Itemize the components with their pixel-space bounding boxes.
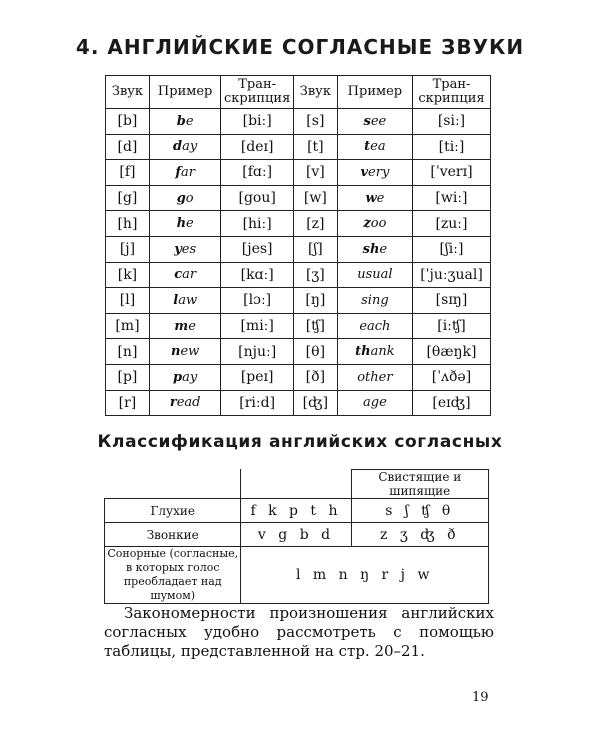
table-row (106, 364, 491, 390)
example-cell (149, 211, 221, 237)
table-row (106, 160, 491, 186)
example-letter-bold: r (169, 395, 177, 411)
example-cell (149, 313, 221, 339)
transcription-cell: [biː] (221, 109, 294, 135)
example-cell (149, 109, 221, 135)
example-letter-bold: f (175, 164, 181, 180)
class-values-sonorant: l m n ŋ r j w (241, 547, 489, 604)
example-cell (149, 339, 221, 365)
sound-cell: [m] (106, 313, 150, 339)
example-cell (149, 236, 221, 262)
example-cell (337, 236, 412, 262)
table-row (106, 185, 491, 211)
example-letter-bold: sh (362, 241, 380, 257)
table-row (106, 313, 491, 339)
table-row (106, 390, 491, 416)
transcription-cell: [zuː] (412, 211, 490, 237)
header-example: Пример (337, 76, 412, 109)
example-letter-bold: th (355, 344, 371, 360)
example-letter-bold: v (360, 164, 369, 180)
transcription-cell: [ˈʌðə] (412, 364, 490, 390)
transcription-cell: [peɪ] (221, 364, 294, 390)
header-transcription: Тран- скрипция (221, 76, 294, 109)
header-transcription: Тран- скрипция (412, 76, 490, 109)
example-letter-rest: ay (182, 139, 198, 155)
example-letter-bold: d (173, 139, 183, 155)
example-letter-rest: ea (370, 139, 386, 155)
section-subtitle: Классификация английских согласных (97, 432, 503, 452)
class-label-voiceless: Глухие (105, 499, 241, 523)
example-letter-rest: ank (370, 344, 395, 360)
body-paragraph: Закономерности произношения английских согласных удобно рассмотреть с помощью таблицы, представленной на стр. 20–21. (104, 604, 494, 660)
class-extra-voiceless: s ʃ ʧ θ (351, 499, 488, 523)
example-letter-bold: n (171, 344, 181, 360)
sound-cell: [ŋ] (293, 288, 337, 314)
table-row (106, 236, 491, 262)
header-hissing: Свистящие и шипящие (351, 470, 488, 499)
example-cell (149, 134, 221, 160)
sound-cell: [z] (293, 211, 337, 237)
sound-cell: [ʃ] (293, 236, 337, 262)
transcription-cell: [wiː] (412, 185, 490, 211)
sound-cell: [ð] (293, 364, 337, 390)
transcription-cell: [riːd] (221, 390, 294, 416)
transcription-cell: [njuː] (221, 339, 294, 365)
table-row (106, 211, 491, 237)
example-cell (337, 109, 412, 135)
example-letter-rest: other (357, 369, 393, 385)
example-cell (337, 262, 412, 288)
sound-cell: [s] (293, 109, 337, 135)
example-letter-rest: o (185, 190, 194, 206)
example-cell (337, 313, 412, 339)
class-row (105, 523, 489, 547)
example-letter-rest: aw (178, 292, 198, 308)
example-letter-bold: c (174, 267, 183, 283)
example-letter-rest: each (359, 318, 391, 334)
example-cell (337, 364, 412, 390)
transcription-cell: [sɪŋ] (412, 288, 490, 314)
example-cell (337, 134, 412, 160)
consonant-classification-table (104, 469, 489, 604)
sound-cell: [θ] (293, 339, 337, 365)
transcription-cell: [tiː] (412, 134, 490, 160)
example-letter-rest: e (185, 113, 194, 129)
transcription-cell: [ˈjuːʒual] (412, 262, 490, 288)
example-letter-rest: ar (182, 267, 197, 283)
class-extra-voiced: z ʒ ʤ ð (351, 523, 488, 547)
sound-cell: [j] (106, 236, 150, 262)
example-letter-bold: p (173, 369, 183, 385)
sound-cell: [k] (106, 262, 150, 288)
table-row (106, 339, 491, 365)
example-cell (337, 339, 412, 365)
table-row (106, 288, 491, 314)
example-letter-rest: ew (180, 344, 200, 360)
example-letter-rest: age (363, 395, 387, 411)
example-letter-rest: es (181, 241, 197, 257)
transcription-cell: [lɔː] (221, 288, 294, 314)
transcription-cell: [ˈverɪ] (412, 160, 490, 186)
sound-cell: [v] (293, 160, 337, 186)
example-letter-bold: l (173, 292, 179, 308)
example-letter-bold: z (363, 216, 371, 232)
class-values-voiced: v g b d (241, 523, 351, 547)
example-letter-bold: h (176, 216, 187, 232)
example-letter-bold: y (174, 241, 182, 257)
sound-cell: [t] (293, 134, 337, 160)
header-sound: Звук (293, 76, 337, 109)
transcription-cell: [ʃiː] (412, 236, 490, 262)
table-header-row (106, 76, 491, 109)
page-title: 4. АНГЛИЙСКИЕ СОГЛАСНЫЕ ЗВУКИ (75, 35, 525, 59)
example-letter-rest: e (188, 318, 196, 334)
sound-cell: [h] (106, 211, 150, 237)
example-letter-rest: ee (370, 113, 387, 129)
example-letter-rest: e (379, 241, 388, 257)
example-letter-bold: m (174, 318, 189, 334)
example-letter-rest: usual (357, 267, 393, 283)
transcription-cell: [deɪ] (221, 134, 294, 160)
sound-cell: [ʧ] (293, 313, 337, 339)
sound-cell: [r] (106, 390, 150, 416)
example-letter-rest: ead (176, 395, 201, 411)
example-letter-bold: t (364, 139, 371, 155)
transcription-cell: [θæŋk] (412, 339, 490, 365)
example-letter-rest: e (186, 216, 194, 232)
sound-cell: [ʤ] (293, 390, 337, 416)
example-letter-rest: e (376, 190, 385, 206)
class-label-voiced: Звонкие (105, 523, 241, 547)
transcription-cell: [hiː] (221, 211, 294, 237)
example-letter-bold: b (176, 113, 186, 129)
header-example: Пример (149, 76, 221, 109)
class-values-voiceless: f k p t h (241, 499, 351, 523)
transcription-cell: [kɑː] (221, 262, 294, 288)
example-cell (337, 288, 412, 314)
sound-cell: [ʒ] (293, 262, 337, 288)
header-sound: Звук (106, 76, 150, 109)
sound-cell: [l] (106, 288, 150, 314)
sound-cell: [p] (106, 364, 150, 390)
consonant-sounds-table (105, 75, 491, 416)
page-number: 19 (472, 690, 489, 705)
example-cell (337, 390, 412, 416)
table-row (106, 262, 491, 288)
transcription-cell: [iːʧ] (412, 313, 490, 339)
example-letter-rest: ery (368, 164, 390, 180)
example-letter-bold: s (363, 113, 371, 129)
sound-cell: [b] (106, 109, 150, 135)
sound-cell: [w] (293, 185, 337, 211)
sound-cell: [d] (106, 134, 150, 160)
example-cell (149, 364, 221, 390)
sound-cell: [g] (106, 185, 150, 211)
class-header-row (105, 470, 489, 499)
transcription-cell: [eɪʤ] (412, 390, 490, 416)
example-letter-bold: w (365, 190, 377, 206)
example-cell (149, 160, 221, 186)
example-letter-rest: sing (361, 292, 389, 308)
example-cell (149, 262, 221, 288)
transcription-cell: [fɑː] (221, 160, 294, 186)
example-cell (149, 390, 221, 416)
example-cell (337, 185, 412, 211)
sounds-table-body (106, 109, 491, 416)
sound-cell: [n] (106, 339, 150, 365)
blank-cell (241, 470, 351, 499)
transcription-cell: [miː] (221, 313, 294, 339)
example-letter-rest: oo (370, 216, 387, 232)
table-row (106, 134, 491, 160)
class-row (105, 499, 489, 523)
example-cell (149, 288, 221, 314)
blank-cell (105, 470, 241, 499)
example-cell (337, 160, 412, 186)
transcription-cell: [jes] (221, 236, 294, 262)
example-cell (149, 185, 221, 211)
example-letter-bold: g (176, 190, 186, 206)
class-row (105, 547, 489, 604)
example-cell (337, 211, 412, 237)
class-label-sonorant: Сонорные (согласные, в которых голос преобладает над шумом) (105, 547, 241, 604)
sound-cell: [f] (106, 160, 150, 186)
example-letter-rest: ar (180, 164, 195, 180)
transcription-cell: [gou] (221, 185, 294, 211)
table-row (106, 109, 491, 135)
transcription-cell: [siː] (412, 109, 490, 135)
example-letter-rest: ay (182, 369, 198, 385)
